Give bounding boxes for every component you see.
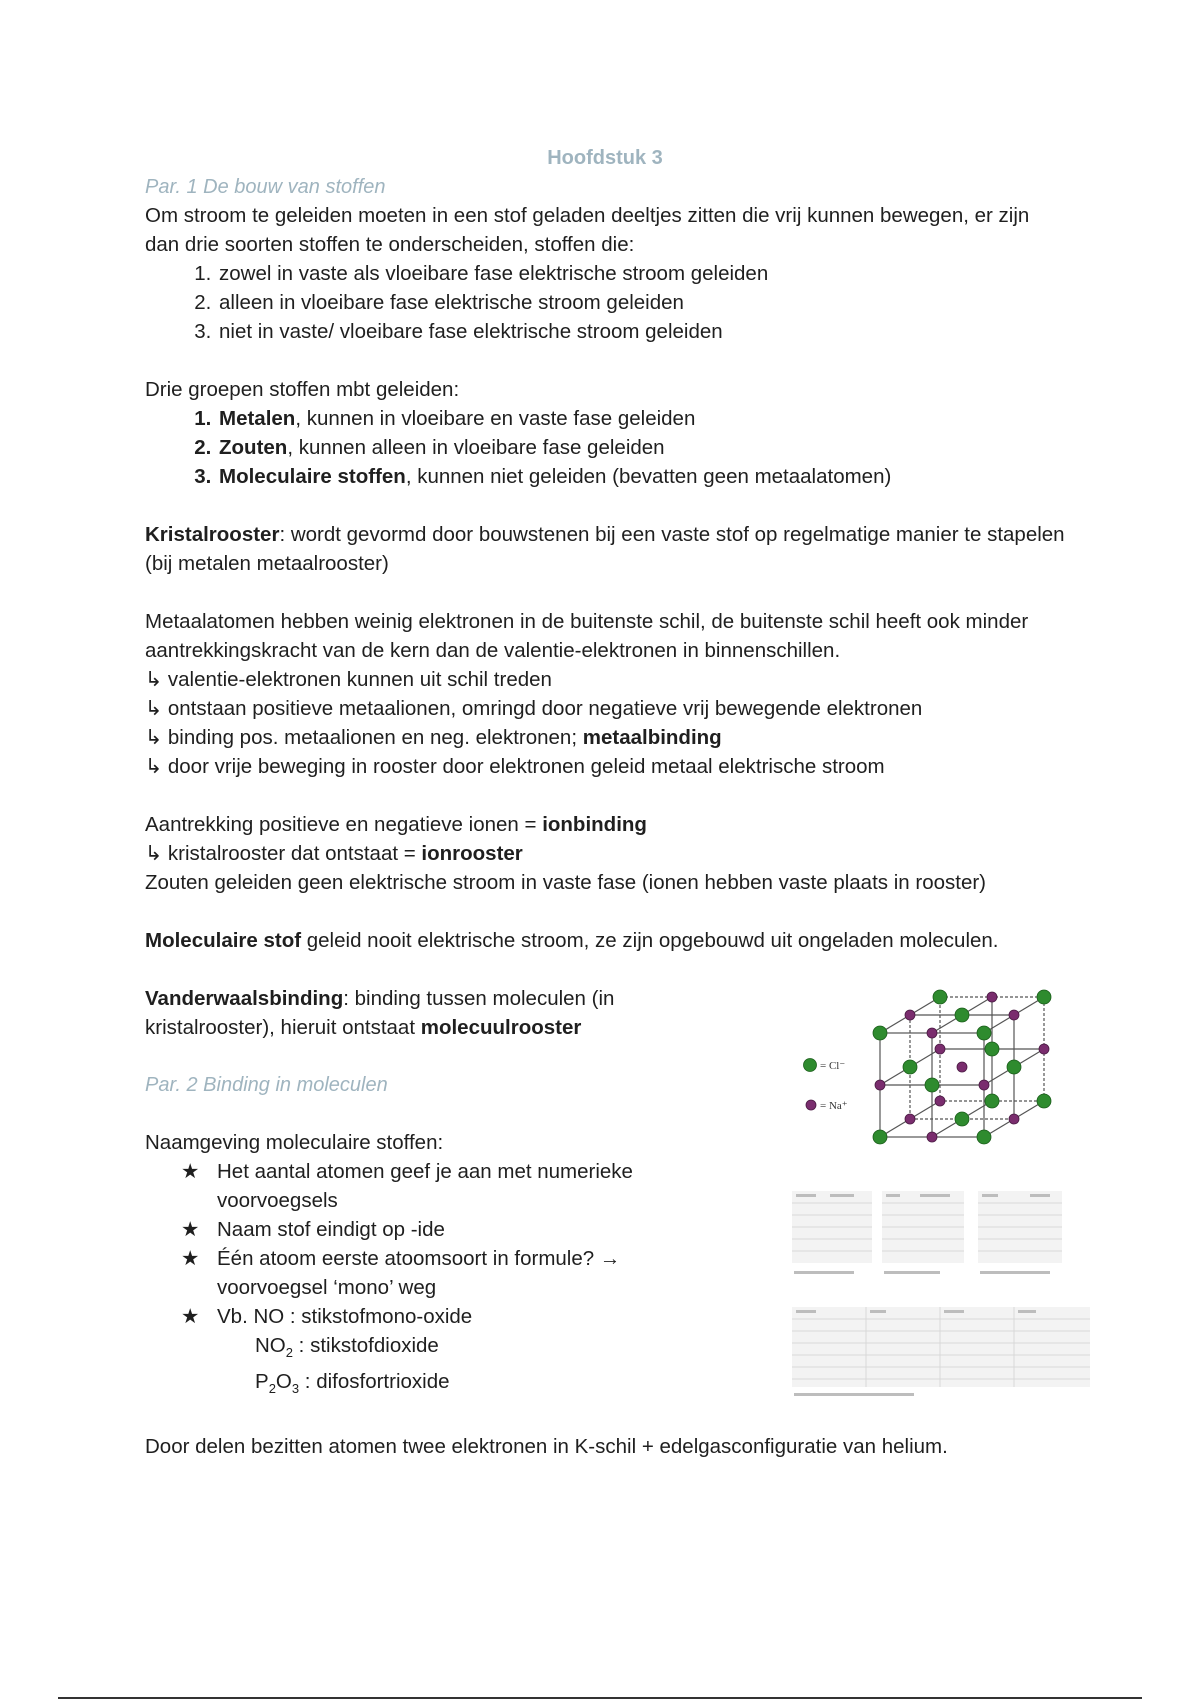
formula: NO [255,1334,286,1357]
naming-intro: Naamgeving moleculaire stoffen: [145,1131,444,1154]
term: metaalbinding [582,726,722,749]
group-term: Zouten [219,436,288,459]
star-icon: ★ [181,1305,200,1328]
text: ↳ kristalrooster dat ontstaat = [145,842,422,865]
subscript: 2 [285,1345,293,1361]
conduct-types-list [145,259,1065,346]
definition: : wordt gevormd door bouwstenen bij een vaste stof op regelmatige manier te stapelen (bij metalen metaalrooster) [145,523,1065,575]
list-item [217,433,1065,462]
metaal-step [145,723,1065,752]
formula-name: : stikstofdioxide [292,1334,439,1357]
formula: P [255,1370,269,1394]
rule-text: Naam stof eindigt op -ide [217,1218,445,1241]
na-legend-icon [806,1100,816,1110]
formula-name: : difosfortrioxide [299,1370,450,1394]
kristalrooster-def [145,520,1065,578]
list-item [181,1215,721,1244]
group-desc: , kunnen in vloeibare en vaste fase geleiden [295,407,696,430]
star-icon: ★ [181,1160,200,1183]
star-icon: ★ [181,1218,200,1241]
metaal-step: ↳ valentie-elektronen kunnen uit schil treden [145,668,552,691]
term: ionrooster [421,842,523,865]
table-thumbnails [792,1191,1090,1387]
naming-rules-list [145,1157,721,1331]
list-item: 3. niet in vaste/ vloeibare fase elektrische stroom geleiden [217,317,1065,346]
group-term: Metalen [219,407,296,430]
step-text: ↳ binding pos. metaalionen en neg. elektronen; [145,726,583,749]
list-item [217,462,1065,491]
par1-heading: Par. 1 De bouw van stoffen [145,176,386,198]
subscript: 3 [291,1381,300,1397]
rule-text: Één atoom eerste atoomsoort in formule? → voorvoegsel ‘mono’ weg [217,1247,621,1299]
term: Kristalrooster [145,523,280,546]
par1-intro: Om stroom te geleiden moeten in een stof geladen deeltjes zitten die vrij kunnen bewegen, er zijn dan drie soorten stoffen te onderscheiden, stoffen die: [145,204,1030,256]
ion-line [145,810,1065,839]
list-item [181,1302,721,1331]
par2-heading: Par. 2 Binding in moleculen [145,1074,388,1096]
vdw-def [145,984,685,1042]
term: ionbinding [542,813,647,836]
metaal-step: ↳ door vrije beweging in rooster door elektronen geleid metaal elektrische stroom [145,755,885,778]
text: Aantrekking positieve en negatieve ionen = [145,813,543,836]
rule-text: Het aantal atomen geef je aan met numerieke voorvoegsels [217,1160,633,1212]
star-icon: ★ [181,1247,200,1270]
definition: : binding tussen moleculen (in kristalrooster), hieruit ontstaat [145,987,615,1039]
term: Moleculaire stof [145,929,302,952]
na-legend-label: = Na⁺ [820,1100,848,1112]
term: Vanderwaalsbinding [145,987,344,1010]
term: molecuulrooster [420,1016,582,1039]
groups-intro: Drie groepen stoffen mbt geleiden: [145,378,460,401]
formula: O [275,1370,292,1394]
page-bottom-rule [58,1697,1142,1699]
cl-legend-icon [804,1059,817,1072]
list-item: 1. zowel in vaste als vloeibare fase elektrische stroom geleiden [217,259,1065,288]
ion-line [145,839,1065,868]
metaal-intro: Metaalatomen hebben weinig elektronen in de buitenste schil, de buitenste schil heeft ook minder aantrekkingskracht van de kern dan de valentie-elektronen in binnenschillen. [145,610,1029,662]
rule-text: Vb. NO : stikstofmono-oxide [217,1305,473,1328]
nacl-lattice-figure [795,985,1065,1150]
metaal-step: ↳ ontstaan positieve metaalionen, omringd door negatieve vrij bewegende elektronen [145,697,923,720]
naming-tables-figure [790,1185,1095,1410]
list-item [181,1244,721,1302]
definition: geleid nooit elektrische stroom, ze zijn opgebouwd uit ongeladen moleculen. [301,929,999,952]
group-desc: , kunnen niet geleiden (bevatten geen metaalatomen) [405,465,892,488]
subscript: 2 [268,1381,276,1397]
cl-legend-label: = Cl⁻ [820,1060,846,1072]
group-desc: , kunnen alleen in vloeibare fase geleiden [287,436,665,459]
list-item [181,1157,721,1215]
groups-list [145,404,1065,491]
ion-line: Zouten geleiden geen elektrische stroom in vaste fase (ionen hebben vaste plaats in rooster) [145,871,987,894]
molecular-def [145,926,1065,955]
group-term: Moleculaire stoffen [219,465,406,488]
closing-line: Door delen bezitten atomen twee elektronen in K-schil + edelgasconfiguratie van helium. [145,1435,948,1459]
page-title: Hoofdstuk 3 [547,147,663,169]
list-item: 2. alleen in vloeibare fase elektrische stroom geleiden [217,288,1065,317]
list-item [217,404,1065,433]
